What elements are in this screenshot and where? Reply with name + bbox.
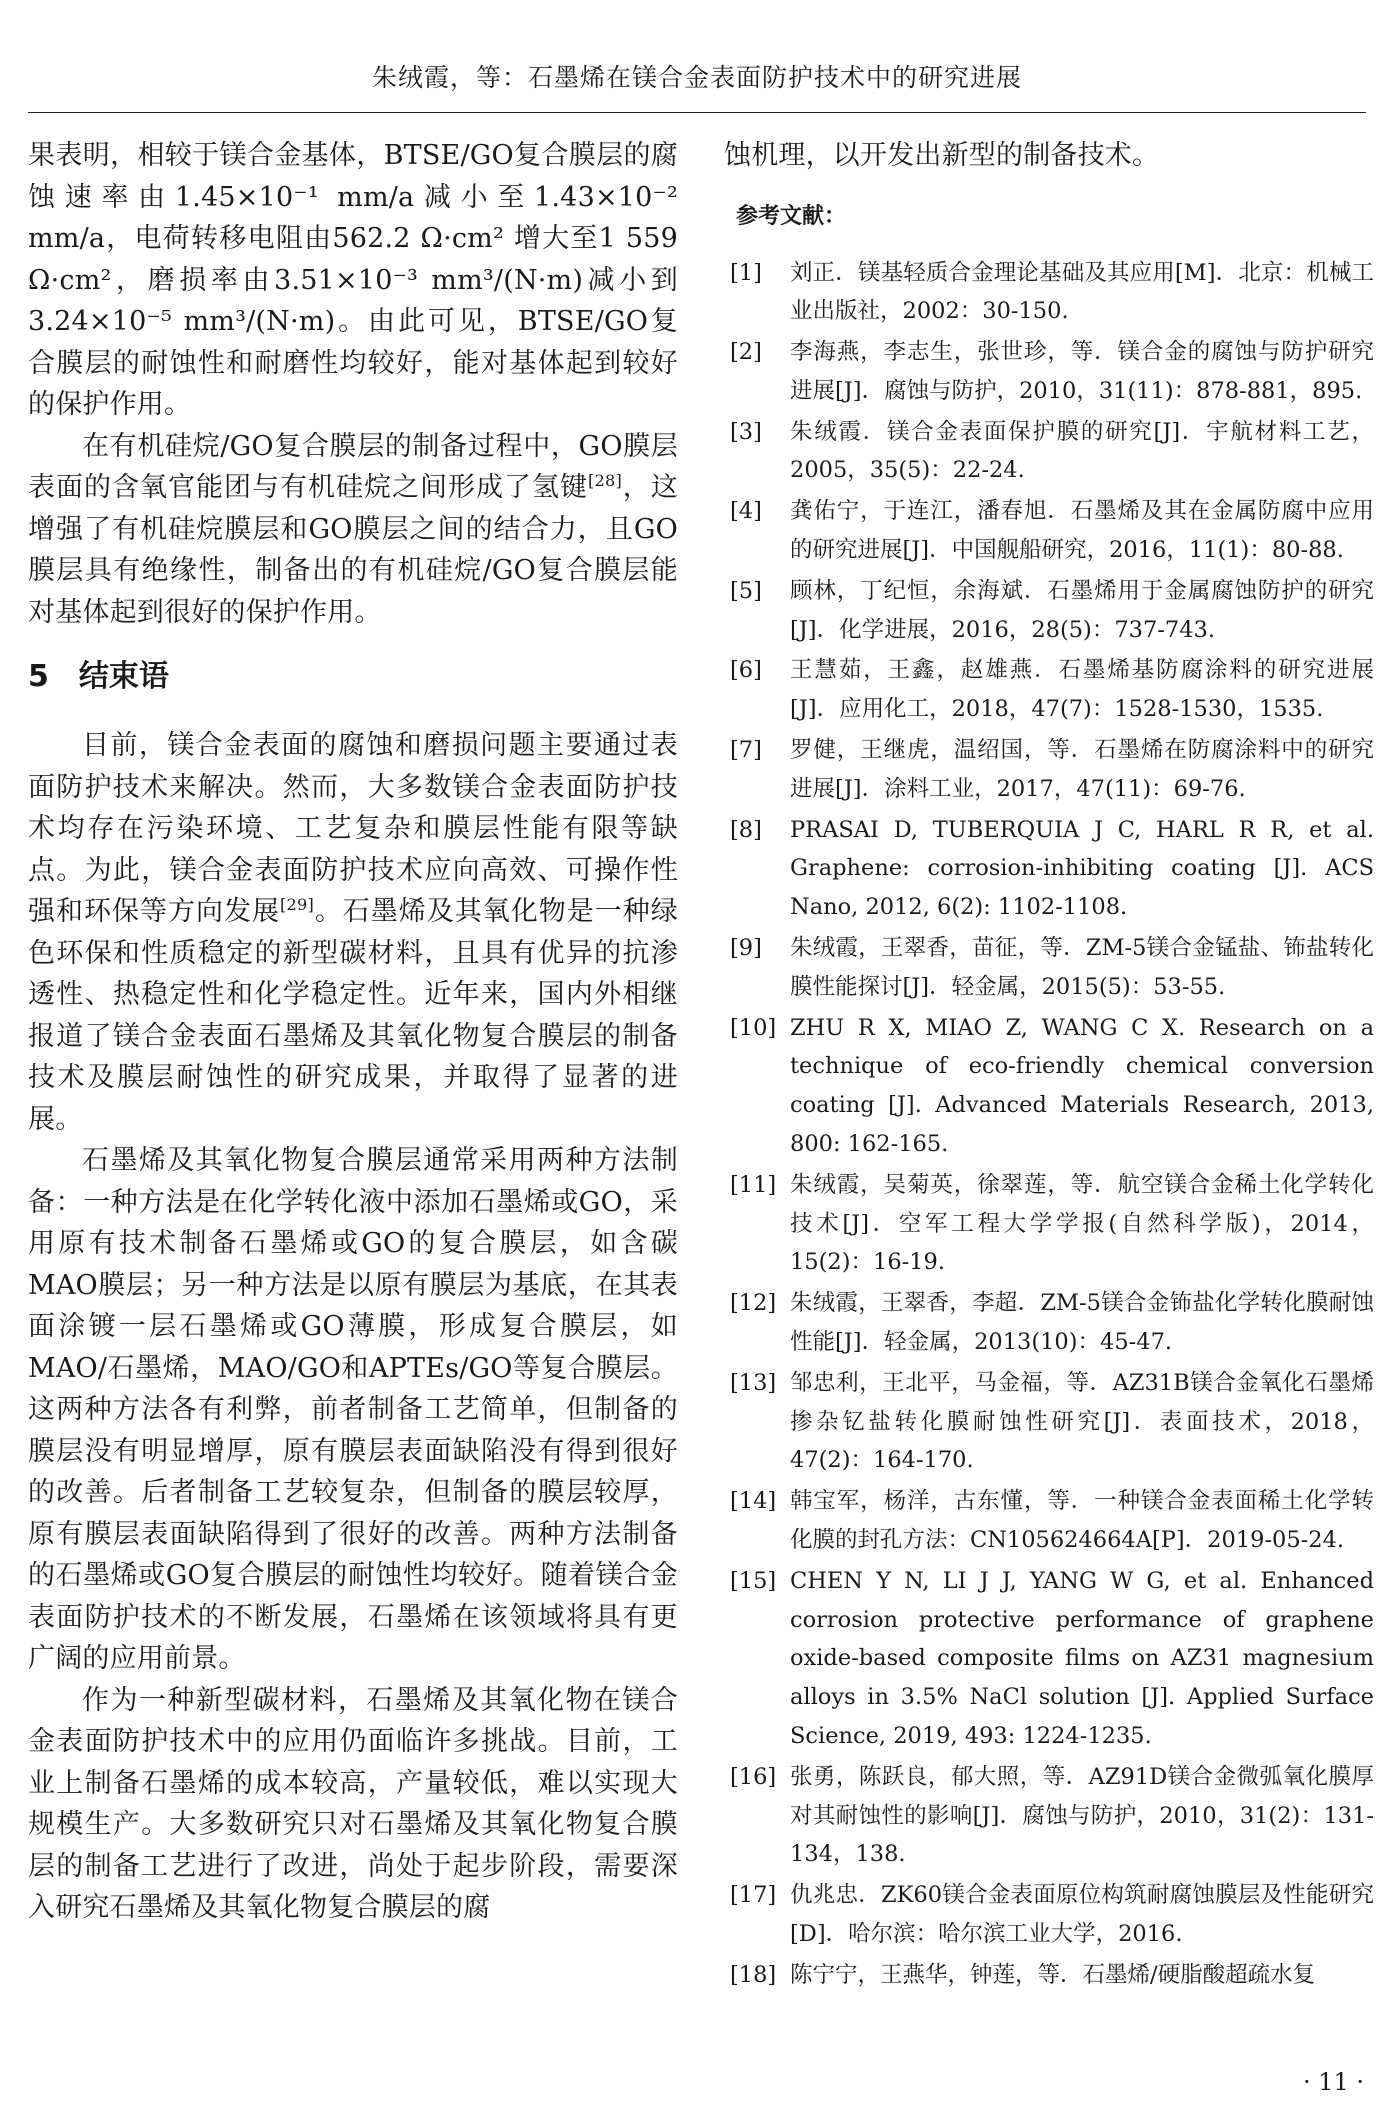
reference-number: [13] [730, 1369, 777, 1396]
reference-number: [7] [730, 737, 762, 764]
reference-text: PRASAI D, TUBERQUIA J C, HARL R R, et al. Graphene: corrosion-inhibiting coating [J]. ACS Nano, 2012, 6(2): 1102-1108. [790, 816, 1374, 921]
reference-item [724, 929, 1374, 1007]
reference-text: 罗健，王继虎，温绍国，等．石墨烯在防腐涂料中的研究进展[J]．涂料工业，2017，47(11)：69-76. [790, 737, 1374, 802]
reference-item [724, 1482, 1374, 1560]
reference-text: 张勇，陈跃良，郁大照，等．AZ91D镁合金微弧氧化膜厚对其耐蚀性的影响[J]．腐蚀与防护，2010，31(2)：131-134，138. [790, 1763, 1374, 1868]
reference-number: [4] [730, 498, 762, 525]
reference-number: [8] [730, 816, 762, 843]
reference-text: 李海燕，李志生，张世珍，等．镁合金的腐蚀与防护研究进展[J]．腐蚀与防护，2010，31(11)：878-881，895. [790, 339, 1374, 404]
reference-text: 陈宁宁，王燕华，钟莲，等．石墨烯/硬脂酸超疏水复 [790, 1961, 1316, 1988]
reference-text: 邹忠利，王北平，马金福，等．AZ31B镁合金氧化石墨烯掺杂钇盐转化膜耐蚀性研究[J]．表面技术，2018，47(2)：164-170. [790, 1369, 1374, 1474]
reference-text: ZHU R X, MIAO Z, WANG C X. Research on a technique of eco-friendly chemical conversion coating [J]. Advanced Materials Research, 2013, 800: 162-165. [790, 1014, 1374, 1158]
reference-item [724, 651, 1374, 729]
reference-number: [15] [730, 1567, 777, 1594]
reference-text: 王慧茹，王鑫，赵雄燕．石墨烯基防腐涂料的研究进展[J]．应用化工，2018，47(7)：1528-1530，1535. [790, 657, 1374, 723]
citation-link[interactable]: [29] [279, 895, 315, 914]
reference-text: 朱绒霞，王翠香，李超．ZM-5镁合金钸盐化学转化膜耐蚀性能[J]．轻金属，2013(10)：45-47. [790, 1290, 1374, 1356]
reference-text: 仇兆忠．ZK60镁合金表面原位构筑耐腐蚀膜层及性能研究[D]．哈尔滨：哈尔滨工业大学，2016. [790, 1882, 1374, 1947]
paragraph-conclusion-2: 石墨烯及其氧化物复合膜层通常采用两种方法制备：一种方法是在化学转化液中添加石墨烯或GO，采用原有技术制备石墨烯或GO的复合膜层，如含碳MAO膜层；另一种方法是以原有膜层为基底，在其表面涂镀一层石墨烯或GO薄膜，形成复合膜层，如MAO/石墨烯，MAO/GO和APTEs/GO等复合膜层。这两种方法各有利弊，前者制备工艺简单，但制备的膜层没有明显增厚，原有膜层表面缺陷没有得到很好的改善。后者制备工艺较复杂，但制备的膜层较厚，原有膜层表面缺陷得到了很好的改善。两种方法制备的石墨烯或GO复合膜层的耐蚀性均较好。随着镁合金表面防护技术的不断发展，石墨烯在该领域将具有更广阔的应用前景。 [28, 1145, 678, 1674]
reference-text: 龚佑宁，于连江，潘春旭．石墨烯及其在金属防腐中应用的研究进展[J]．中国舰船研究，2016，11(1)：80-88. [790, 498, 1374, 564]
reference-number: [1] [730, 259, 762, 286]
page-number: · 11 · [1302, 2068, 1364, 2096]
reference-item [724, 572, 1374, 650]
reference-item [724, 1364, 1374, 1480]
reference-number: [5] [730, 577, 762, 604]
reference-number: [2] [730, 339, 762, 366]
reference-number: [16] [730, 1763, 777, 1790]
reference-list [724, 254, 1374, 1995]
references-title: 参考文献： [736, 203, 847, 229]
reference-item [724, 1166, 1374, 1282]
reference-item [724, 1758, 1374, 1874]
reference-item [724, 413, 1374, 491]
reference-text: 韩宝军，杨洋，古东懂，等．一种镁合金表面稀土化学转化膜的封孔方法：CN105624664A[P]．2019-05-24. [790, 1488, 1374, 1553]
reference-number: [11] [730, 1171, 777, 1198]
paragraph-silane-go [28, 426, 678, 634]
reference-number: [14] [730, 1488, 777, 1515]
reference-number: [9] [730, 935, 762, 962]
paragraph-text: 在有机硅烷/GO复合膜层的制备过程中，GO膜层表面的含氧官能团与有机硅烷之间形成了氢键 [28, 430, 678, 503]
reference-item [724, 1009, 1374, 1164]
paragraph-text: 目前，镁合金表面的腐蚀和磨损问题主要通过表面防护技术来解决。然而，大多数镁合金表面防护技术均存在污染环境、工艺复杂和膜层性能有限等缺点。为此，镁合金表面防护技术应向高效、可操作性强和环保等方向发展 [28, 730, 678, 927]
paragraph-continuation: 蚀机理，以开发出新型的制备技术。 [724, 140, 1160, 171]
running-header: 朱绒霞，等：石墨烯在镁合金表面防护技术中的研究进展 [371, 63, 1022, 92]
reference-number: [12] [730, 1290, 777, 1317]
reference-text: 顾林，丁纪恒，余海斌．石墨烯用于金属腐蚀防护的研究[J]．化学进展，2016，28(5)：737-743. [790, 577, 1374, 643]
citation-link[interactable]: [28] [587, 471, 622, 490]
reference-text: 朱绒霞．镁合金表面保护膜的研究[J]．宇航材料工艺，2005，35(5)：22-24. [790, 418, 1374, 484]
reference-text: 朱绒霞，王翠香，苗征，等．ZM-5镁合金锰盐、钸盐转化膜性能探讨[J]．轻金属，2015(5)：53-55. [790, 935, 1374, 1000]
reference-number: [6] [730, 657, 762, 684]
right-column [724, 135, 1374, 2085]
reference-text: 刘正．镁基轻质合金理论基础及其应用[M]．北京：机械工业出版社，2002：30-150. [790, 259, 1374, 325]
paragraph-conclusion-3: 作为一种新型碳材料，石墨烯及其氧化物在镁合金表面防护技术中的应用仍面临许多挑战。目前，工业上制备石墨烯的成本较高，产量较低，难以实现大规模生产。大多数研究只对石墨烯及其氧化物复合膜层的制备工艺进行了改进，尚处于起步阶段，需要深入研究石墨烯及其氧化物复合膜层的腐 [28, 1684, 678, 1923]
reference-number: [3] [730, 418, 762, 445]
reference-item [724, 254, 1374, 332]
reference-item [724, 731, 1374, 809]
paragraph-results: 果表明，相较于镁合金基体，BTSE/GO复合膜层的腐蚀速率由1.45×10⁻¹ mm/a减小至1.43×10⁻² mm/a，电荷转移电阻由562.2 Ω·cm² 增大至1 559 Ω·cm²，磨损率由3.51×10⁻³ mm³/(N·m)减小到3.24×10⁻⁵ mm³/(N·m)。由此可见，BTSE/GO复合膜层的耐蚀性和耐磨性均较好，能对基体起到较好的保护作用。 [28, 140, 678, 420]
reference-item [724, 333, 1374, 411]
reference-number: [10] [730, 1014, 777, 1041]
reference-number: [18] [730, 1961, 777, 1988]
reference-item [724, 1284, 1374, 1362]
reference-number: [17] [730, 1882, 777, 1909]
section-heading-conclusion: 5 结束语 [28, 659, 169, 694]
paragraph-text: ，这增强了有机硅烷膜层和GO膜层之间的结合力，且GO膜层具有绝缘性，制备出的有机硅烷/GO复合膜层能对基体起到很好的保护作用。 [28, 472, 678, 628]
reference-item [724, 1562, 1374, 1756]
reference-item [724, 1956, 1374, 1995]
header-divider [28, 112, 1366, 113]
left-column [28, 135, 678, 2065]
paragraph-text: 。石墨烯及其氧化物是一种绿色环保和性质稳定的新型碳材料，且具有优异的抗渗透性、热稳定性和化学稳定性。近年来，国内外相继报道了镁合金表面石墨烯及其氧化物复合膜层的制备技术及膜层耐蚀性的研究成果，并取得了显著的进展。 [28, 896, 678, 1135]
reference-text: 朱绒霞，吴菊英，徐翠莲，等．航空镁合金稀土化学转化技术[J]．空军工程大学学报(自然科学版)，2014，15(2)：16-19. [790, 1171, 1374, 1276]
reference-item [724, 1876, 1374, 1954]
reference-text: CHEN Y N, LI J J, YANG W G, et al. Enhanced corrosion protective performance of graphene oxide-based composite films on AZ31 magnesium alloys in 3.5% NaCl solution [J]. Applied Surface Science, 2019, 493: 1224-1235. [790, 1567, 1374, 1749]
reference-item [724, 811, 1374, 927]
paragraph-conclusion-1 [28, 725, 678, 1140]
reference-item [724, 492, 1374, 570]
